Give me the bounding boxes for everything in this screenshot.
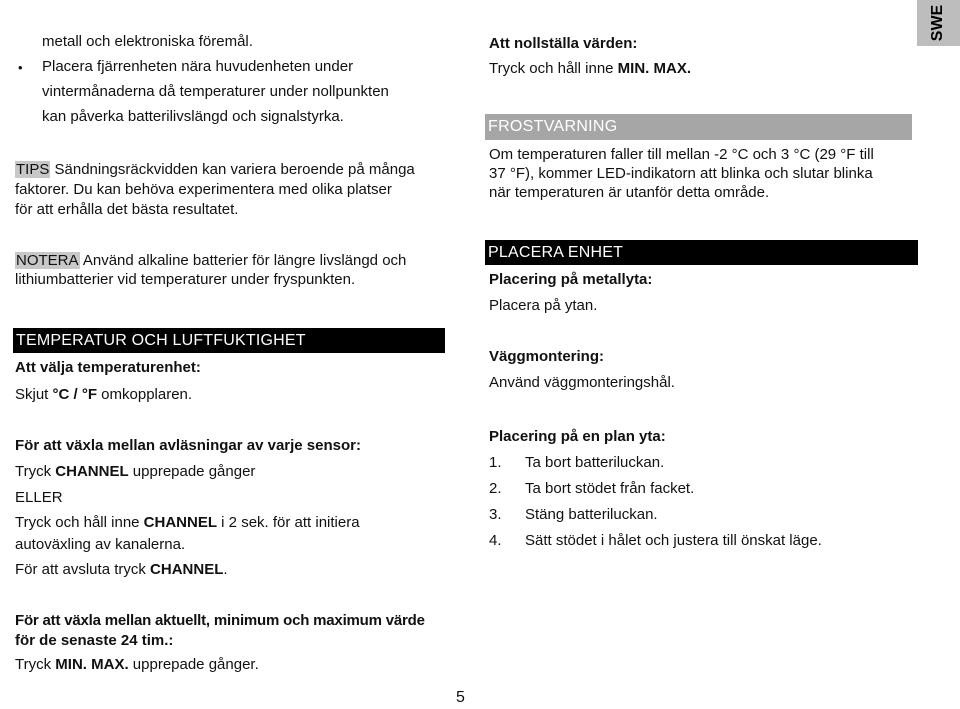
step-text: Ta bort stödet från facket. — [525, 480, 695, 497]
bullet-text-line1: Placera fjärrenheten nära huvudenheten under — [42, 58, 354, 75]
step-item: 4. — [489, 532, 502, 549]
section-header-temperature: TEMPERATUR OCH LUFTFUKTIGHET — [13, 328, 445, 353]
step-item: 2. — [489, 480, 502, 497]
wall-text: Använd väggmonteringshål. — [489, 374, 675, 391]
frost-line2: 37 °F), kommer LED-indikatorn att blinka och slutar blinka — [489, 165, 873, 182]
language-tab: SWE — [917, 0, 960, 46]
intro-line: metall och elektroniska föremål. — [42, 33, 253, 50]
minmax-text: Tryck MIN. MAX. upprepade gånger. — [15, 656, 259, 673]
unit-text: Skjut °C / °F omkopplaren. — [15, 386, 193, 403]
page-number: 5 — [456, 689, 465, 706]
tips-line1: TIPS Sändningsräckvidden kan variera beroende på många — [16, 161, 415, 178]
step-item: 1. — [489, 454, 502, 471]
tips-line2: faktorer. Du kan behöva experimentera med olika platser — [15, 181, 392, 198]
minmax-heading-line2: för de senaste 24 tim.: — [15, 632, 174, 649]
section-header-placement: PLACERA ENHET — [485, 240, 918, 265]
tips-label: TIPS — [16, 161, 50, 178]
reset-text: Tryck och håll inne MIN. MAX. — [489, 60, 692, 77]
notera-label: NOTERA — [16, 252, 79, 269]
sensor-line5: För att avsluta tryck CHANNEL. — [15, 561, 228, 578]
notera-line2: lithiumbatterier vid temperaturer under fryspunkten. — [15, 271, 356, 288]
frost-line3: när temperaturen är utanför detta område. — [489, 184, 770, 201]
step-item: 3. — [489, 506, 502, 523]
step-text: Ta bort batteriluckan. — [525, 454, 665, 471]
sensor-heading: För att växla mellan avläsningar av varje sensor: — [15, 437, 361, 454]
wall-heading: Väggmontering: — [489, 348, 604, 365]
sensor-line1: Tryck CHANNEL upprepade gånger — [15, 463, 256, 480]
tips-line3: för att erhålla det bästa resultatet. — [15, 201, 239, 218]
metal-heading: Placering på metallyta: — [489, 271, 653, 288]
metal-text: Placera på ytan. — [489, 297, 598, 314]
step-text: Stäng batteriluckan. — [525, 506, 658, 523]
flat-heading: Placering på en plan yta: — [489, 428, 666, 445]
sensor-line4: autoväxling av kanalerna. — [15, 536, 186, 553]
sensor-line3: Tryck och håll inne CHANNEL i 2 sek. för att initiera — [15, 514, 360, 531]
sensor-or: ELLER — [15, 489, 63, 506]
reset-heading: Att nollställa värden: — [489, 35, 638, 52]
minmax-heading-line1: För att växla mellan aktuellt, minimum och maximum värde — [15, 612, 425, 629]
bullet-text-line2: vintermånaderna då temperaturer under nollpunkten — [42, 83, 389, 100]
unit-heading: Att välja temperaturenhet: — [15, 359, 201, 376]
bullet-text-line3: kan påverka batterilivslängd och signalstyrka. — [42, 108, 344, 125]
section-header-frost: FROSTVARNING — [485, 114, 912, 140]
bullet-icon: • — [18, 60, 23, 75]
step-text: Sätt stödet i hålet och justera till önskat läge. — [525, 532, 822, 549]
frost-line1: Om temperaturen faller till mellan -2 °C och 3 °C (29 °F till — [489, 146, 874, 163]
notera-line1: NOTERA Använd alkaline batterier för längre livslängd och — [16, 252, 407, 269]
